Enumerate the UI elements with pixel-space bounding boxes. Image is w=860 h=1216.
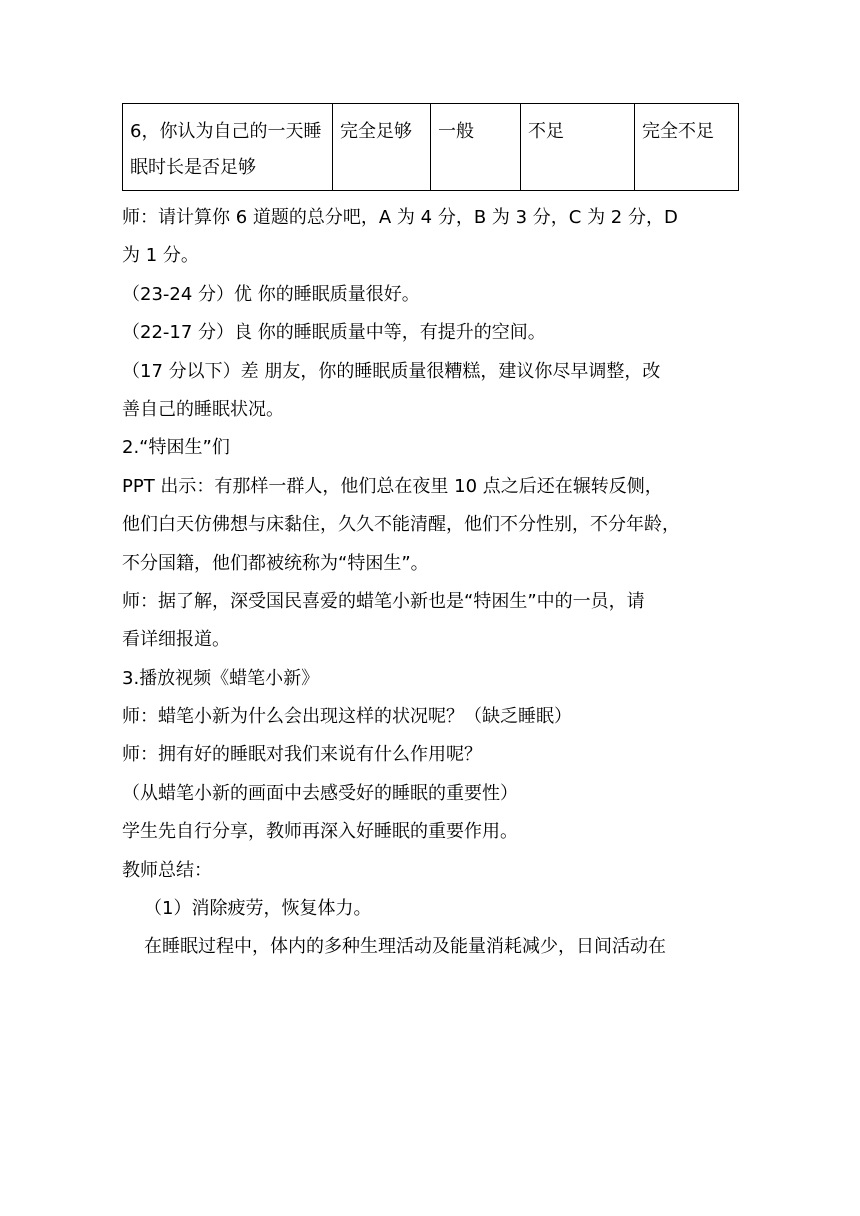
text-line: （23-24 分）优 你的睡眠质量很好。 (122, 283, 420, 305)
section-heading: 2.“特困生”们 (122, 437, 230, 459)
text-line: 师：据了解，深受国民喜爱的蜡笔小新也是“特困生”中的一员，请 (122, 590, 645, 612)
text-line: 学生先自行分享，教师再深入好睡眠的重要作用。 (122, 821, 518, 843)
text-line: 师：蜡笔小新为什么会出现这样的状况呢？（缺乏睡眠） (122, 706, 572, 728)
section-heading: 3.播放视频《蜡笔小新》 (122, 667, 320, 689)
text-line: 他们白天仿佛想与床黏住，久久不能清醒，他们不分性别，不分年龄， (122, 514, 680, 536)
text-line: 善自己的睡眠状况。 (122, 398, 284, 420)
text-line: （22-17 分）良 你的睡眠质量中等，有提升的空间。 (122, 322, 546, 344)
option-b-cell: 一般 (431, 104, 521, 191)
body-text (122, 199, 742, 967)
text-line: 师：请计算你 6 道题的总分吧，A 为 4 分，B 为 3 分，C 为 2 分，D (122, 207, 678, 228)
text-line: PPT 出示：有那样一群人，他们总在夜里 10 点之后还在辗转反侧， (122, 475, 663, 497)
text-line: 为 1 分。 (122, 245, 199, 267)
text-line: （从蜡笔小新的画面中去感受好的睡眠的重要性） (122, 782, 518, 804)
survey-table (122, 103, 739, 191)
text-line: 教师总结： (122, 859, 212, 881)
text-line: 师：拥有好的睡眠对我们来说有什么作用呢？ (122, 744, 482, 766)
option-a-cell: 完全足够 (333, 104, 431, 191)
text-line: 在睡眠过程中，体内的多种生理活动及能量消耗减少，日间活动在 (144, 936, 666, 958)
text-line: 不分国籍，他们都被统称为“特困生”。 (122, 552, 429, 574)
question-cell: 6，你认为自己的一天睡眠时长是否足够 (123, 104, 333, 191)
text-line: 看详细报道。 (122, 629, 230, 651)
option-c-cell: 不足 (521, 104, 635, 191)
table-row (123, 104, 739, 191)
numbered-point: （1）消除疲劳，恢复体力。 (144, 898, 372, 920)
option-d-cell: 完全不足 (635, 104, 739, 191)
text-line: （17 分以下）差 朋友，你的睡眠质量很糟糕，建议你尽早调整，改 (122, 360, 661, 382)
